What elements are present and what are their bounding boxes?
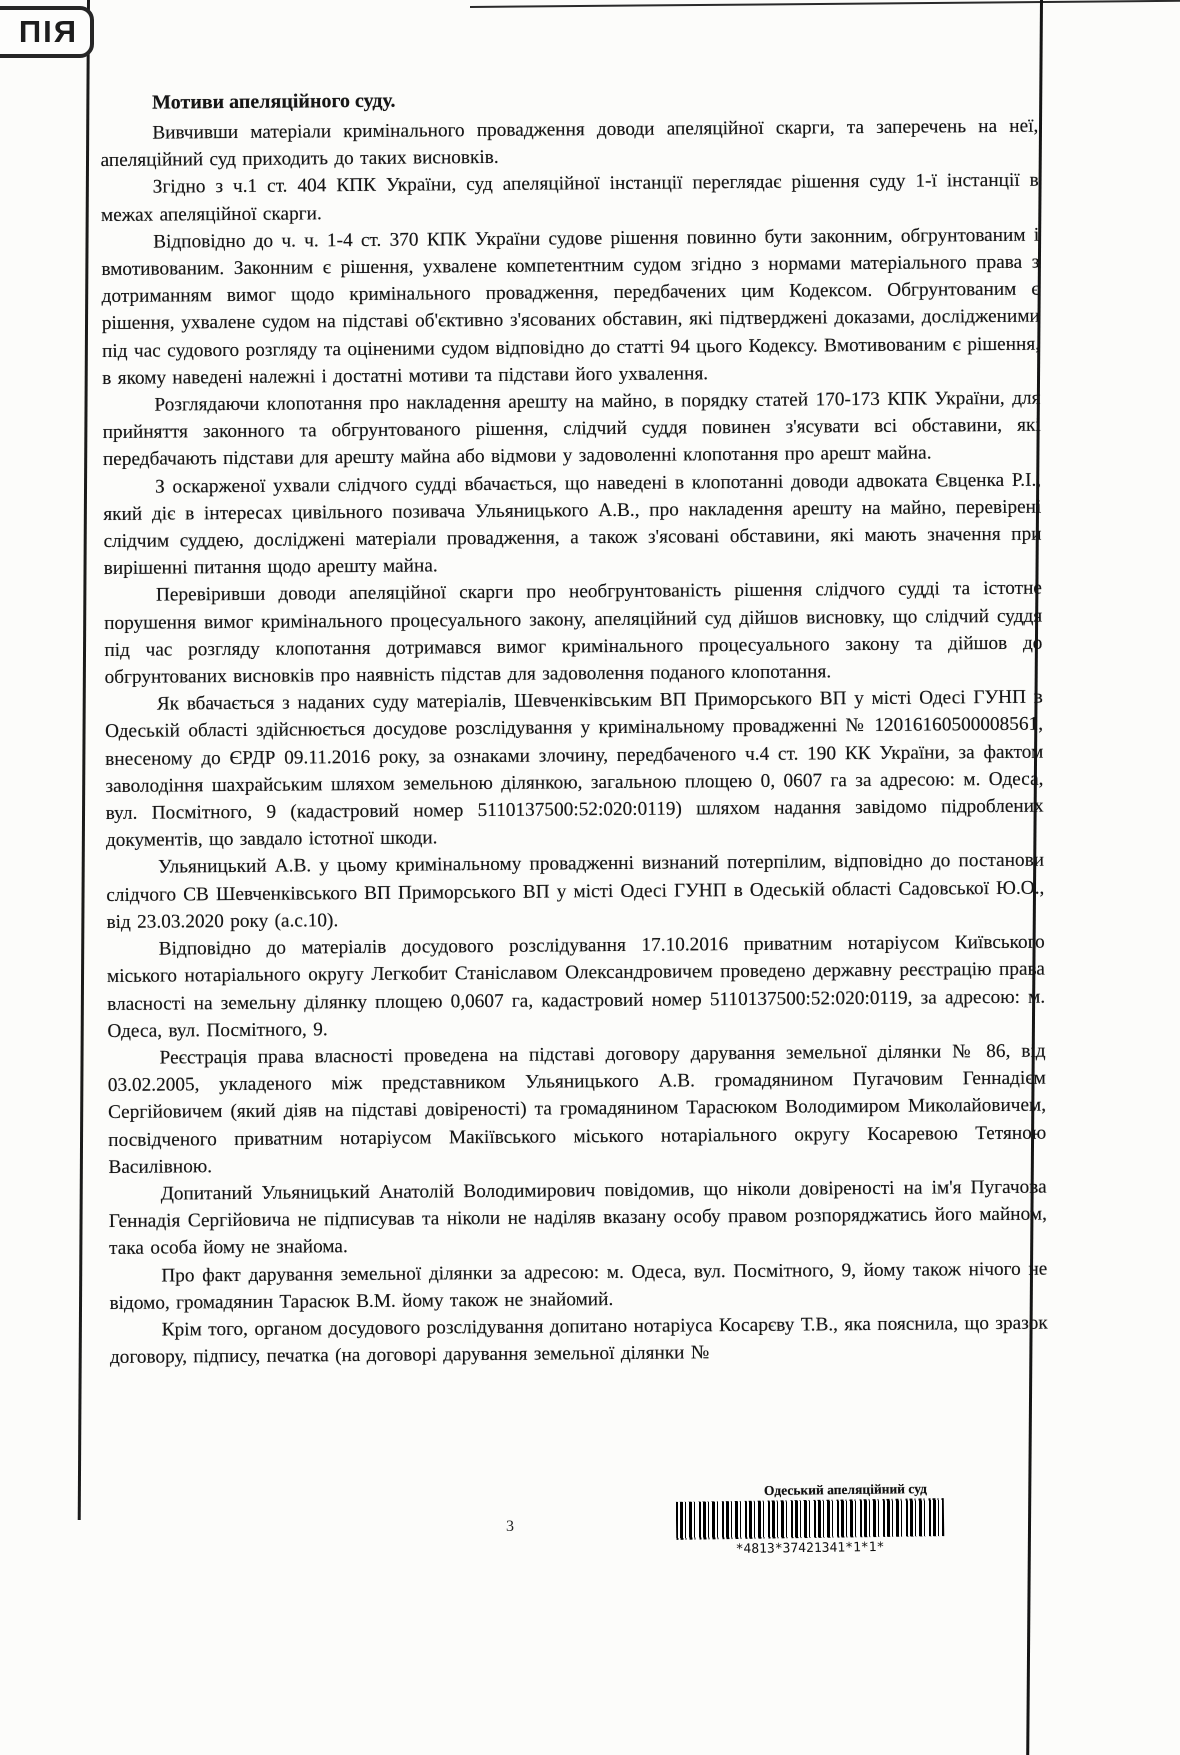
page-number: 3 [506,1518,514,1535]
paragraph: Про факт дарування земельної ділянки за адресою: м. Одеса, вул. Посмітного, 9, йому також нічого не відомо, громадянин Тарасюк В.М. йому також не знайомий. [109,1258,1048,1314]
section-title: Мотиви апеляційного суду. [152,89,396,114]
document-body [100,83,1048,1372]
paragraph: Як вбачається з наданих суду матеріалів, Шевченківським ВП Приморського ВП у місті Одесі ГУНП в Одеській області здійснюється досудове розслідування у кримінальному провадженні № 12016160500008561, внесеному до ЄРДР 09.11.2016 року, за ознаками злочину, передбаченого ч.4 ст. 190 КК України, за фактом заволодіння шахрайським шляхом земельною ділянкою, загальною площею 0, 0607 га за адресою: м. Одеса, вул. Посмітного, 9 (кадастровий номер 5110137500:52:020:0119) шляхом надання завідомо підроблених документів, що завдало істотної шкоди. [104,686,1044,852]
paragraph: Ульяницький А.В. у цьому кримінальному провадженні визнаний потерпілим, відповідно до постанови слідчого СВ Шевченківського ВП Приморського ВП у місті Одесі ГУНП в Одеській області Садовської Ю.О., від 23.03.2020 року (а.с.10). [106,850,1045,933]
copy-stamp [0,6,94,58]
paragraph: Відповідно до матеріалів досудового розслідування 17.10.2016 приватним нотаріусом Київського міського нотаріального округу Легкобит Станіславом Олександровичем проведено державну реєстрацію права власності на земельну ділянку площею 0,0607 га, кадастровий номер 5110137500:52:020:0119, за адресою: м. Одеса, вул. Посмітного, 9. [106,931,1046,1042]
paragraph: Реєстрація права власності проведена на підставі договору дарування земельної ділянки № 86, від 03.02.2005, укладеного між представником Ульяницького А.В. громадянином Пугачовим Геннадієм Сергійовичем (який діяв на підставі довіреності) та громадянином Тарасюком Володимиром Миколайовичем, посвідченого приватним нотаріусом Макіївського міського нотаріального округу Косаревою Тетяною Василівною. [107,1040,1047,1178]
barcode-text: *4813*37421341*1*1* [735,1539,885,1558]
paragraph: Перевіривши доводи апеляційної скарги про необгрунтованість рішення слідчого судді та істотне порушення вимог кримінального процесуального закону, апеляційний суд дійшов висновку, що слідчий суддя під час розгляду клопотання дотримався вимог кримінального процесуального закону та дійшов до обгрунтованих висновків про наявність підстав для задоволення поданого клопотання. [104,578,1043,689]
paragraph: Вивчивши матеріали кримінального провадження доводи апеляційної скарги, та заперечень на неї, апеляційний суд приходить до таких висновків. [100,115,1039,172]
paragraph: Допитаний Ульяницький Анатолій Володимирович повідомив, що ніколи довіреності на ім'я Пугачова Геннадія Сергійовича не підписував та ніколи не наділяв вказану особу правом розпоряджатись його майном, така особа йому не знайома. [108,1176,1047,1260]
scan-edge-top [470,0,1180,8]
paragraphs [100,113,1048,1372]
paragraph: Крім того, органом досудового розслідування допитано нотаріуса Косарєву Т.В., яка пояснила, що зразок договору, підпису, печатка (на договорі дарування земельної ділянки № [109,1312,1048,1369]
paragraph: З оскарженої ухвали слідчого судді вбачається, що наведені в клопотанні доводи адвоката Євценка Р.І., який діє в інтересах цивільного позивача Ульяницького А.В., про накладення арешту на майно, перевірені слідчим суддею, досліджені матеріали провадження, а також з'ясовані обставини, які мають значення при вирішенні питання щодо арешту майна. [103,469,1042,580]
paragraph: Відповідно до ч. ч. 1-4 ст. 370 КПК України судове рішення повинно бути законним, обгрунтованим і вмотивованим. Законним є рішення, ухвалене компетентним судом згідно з нормами матеріального права з дотриманням вимог щодо кримінального провадження, передбачених цим Кодексом. Обгрунтованим є рішення, ухвалене судом на підставі об'єктивно з'ясованих обставин, які підтверджені доказами, дослідженими під час судового розгляду та оціненими судом відповідно до статті 94 цього Кодексу. Вмотивованим є рішення, в якому наведені належні і достатні мотиви та підстави його ухвалення. [101,224,1041,389]
paragraph: Розглядаючи клопотання про накладення арешту на майно, в порядку статей 170-173 КПК України, для прийняття законного та обгрунтованого рішення, слідчий суддя повинен з'ясувати всі обставини, які передбачають підстави для арешту майна або відмови у задоволенні клопотання про арешт майна. [102,387,1041,471]
court-name: Одеський апеляційний суд [763,1481,928,1498]
paragraph: Згідно з ч.1 ст. 404 КПК України, суд апеляційної інстанції переглядає рішення суду 1-ї інстанції в межах апеляційної скарги. [100,170,1039,226]
copy-stamp-text: ПІЯ [18,14,78,49]
barcode-icon [676,1498,945,1540]
scan-edge-left [78,0,90,1520]
